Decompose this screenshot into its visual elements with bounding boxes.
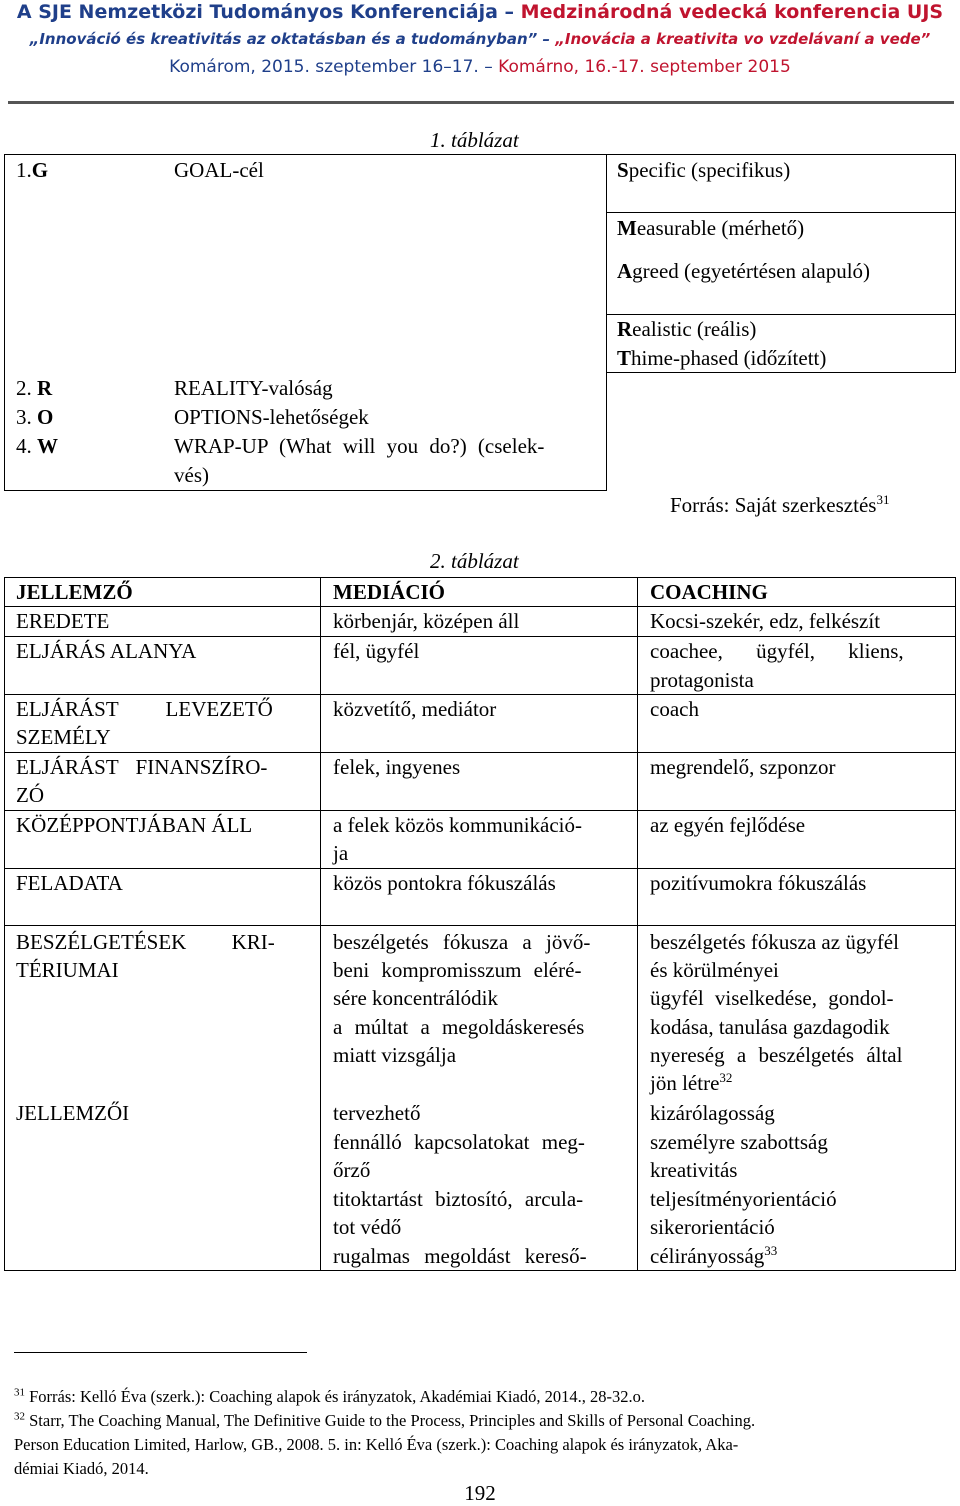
table1-border	[4, 154, 5, 491]
row-task-mediation: közös pontokra fókuszálás	[333, 871, 556, 895]
table2-border	[4, 925, 956, 926]
smart-specific: Specific (specifikus)	[617, 158, 791, 182]
criteria-label-2: TÉRIUMAI	[16, 958, 119, 982]
footnote-32: $^{32}$ Starr, The Coaching Manual, The Definitive Guide to the Process, Principles and Skills of Personal Coaching.	[14, 1410, 756, 1430]
row-funder-mediation: felek, ingyenes	[333, 755, 461, 779]
row-funder-label-2: ZÓ	[16, 783, 44, 807]
table2-border	[4, 577, 956, 578]
row-task-coaching: pozitívumokra fókuszálás	[650, 871, 867, 895]
row-conductor-label-2: SZEMÉLY	[16, 725, 111, 749]
row-focus-mediation-2: ja	[333, 841, 349, 865]
grow-step-goal: 1.G	[16, 158, 49, 182]
grow-step-wrapup-name-1: WRAP-UP (What will you do?) (cselek-	[174, 434, 545, 458]
criteria-mediation-5: miatt vizsgálja	[333, 1043, 457, 1067]
row-funder-label-1: ELJÁRÁST FINANSZÍRO-	[16, 755, 268, 779]
table1-caption: 1. táblázat	[430, 128, 519, 152]
table1-border	[606, 372, 956, 373]
traits-mediation-4: titoktartást biztosító, arcula-	[333, 1187, 584, 1211]
table1-source: Forrás: Saját szerkesztés$^{31}$	[670, 492, 890, 517]
grow-step-reality-name: REALITY-valóság	[174, 376, 333, 400]
smart-realistic: Realistic (reális)	[617, 317, 757, 341]
traits-coaching-3: kreativitás	[650, 1158, 738, 1182]
row-conductor-mediation: közvetítő, mediátor	[333, 697, 497, 721]
smart-measurable: Measurable (mérhető)	[617, 216, 805, 240]
traits-coaching-2: személyre szabottság	[650, 1130, 828, 1154]
footnote-rule	[14, 1352, 307, 1353]
row-task-label: FELADATA	[16, 871, 123, 895]
criteria-coaching-1: beszélgetés fókusza az ügyfél	[650, 930, 899, 954]
traits-mediation-2: fennálló kapcsolatokat meg-	[333, 1130, 585, 1154]
criteria-mediation-1: beszélgetés fókusza a jövő-	[333, 930, 591, 954]
footnote-31: $^{31}$ Forrás: Kelló Éva (szerk.): Coaching alapok és irányzatok, Akadémiai Kiadó, 2014., 28-32.o.	[14, 1386, 645, 1406]
row-conductor-label-1: ELJÁRÁST LEVEZETŐ	[16, 697, 273, 721]
criteria-coaching-3: ügyfél viselkedése, gondol-	[650, 986, 894, 1010]
table1-border	[606, 212, 956, 213]
grow-step-options-name: OPTIONS-lehetőségek	[174, 405, 369, 429]
row-funder-coaching: megrendelő, szponzor	[650, 755, 836, 779]
table2-border	[4, 577, 5, 1271]
header-line-1: A SJE Nemzetközi Tudományos Konferenciája – Medzinárodná vedecká konferencia UJS	[16, 1, 944, 23]
table2-border	[320, 577, 321, 1271]
row-origin-mediation: körbenjár, középen áll	[333, 609, 520, 633]
traits-coaching-4: teljesítményorientáció	[650, 1187, 837, 1211]
table1-border	[4, 490, 607, 491]
grow-step-goal-name: GOAL-cél	[174, 158, 264, 182]
grow-step-wrapup: 4. W	[16, 434, 58, 458]
criteria-mediation-2: beni kompromisszum eléré-	[333, 958, 582, 982]
row-subject-coaching-1: coachee, ügyfél, kliens,	[650, 639, 904, 663]
traits-mediation-6: rugalmas megoldást kereső-	[333, 1244, 587, 1268]
criteria-mediation-4: a múltat a megoldáskeresés	[333, 1015, 585, 1039]
table2-header-mediation: MEDIÁCIÓ	[333, 580, 446, 604]
traits-coaching-6: célirányosság$^{33}$	[650, 1243, 778, 1268]
row-origin-coaching: Kocsi-szekér, edz, felkészít	[650, 609, 881, 633]
row-focus-label: KÖZÉPPONTJÁBAN ÁLL	[16, 813, 253, 837]
table1-border	[955, 154, 956, 373]
criteria-label-1: BESZÉLGETÉSEK KRI-	[16, 930, 275, 954]
header-rule	[8, 101, 954, 104]
footnote-32-line-3: démiai Kiadó, 2014.	[14, 1459, 149, 1478]
row-focus-coaching: az egyén fejlődése	[650, 813, 806, 837]
grow-step-reality: 2. R	[16, 376, 53, 400]
smart-time-phased: Thime-phased (időzített)	[617, 346, 827, 370]
footnote-32-line-2: Person Education Limited, Harlow, GB., 2008. 5. in: Kelló Éva (szerk.): Coaching alapok és irányzatok, Aka-	[14, 1435, 739, 1454]
table2-border	[955, 577, 956, 1271]
criteria-coaching-2: és körülményei	[650, 958, 779, 982]
row-origin-label: EREDETE	[16, 609, 110, 633]
criteria-coaching-4: kodása, tanulása gazdagodik	[650, 1015, 890, 1039]
grow-step-wrapup-name-2: vés)	[174, 463, 209, 487]
traits-mediation-3: őrző	[333, 1158, 371, 1182]
row-subject-label: ELJÁRÁS ALANYA	[16, 639, 197, 663]
criteria-coaching-6: jön létre$^{32}$	[650, 1070, 733, 1095]
traits-label: JELLEMZŐI	[16, 1101, 130, 1125]
table2-caption: 2. táblázat	[430, 549, 519, 573]
page-number: 192	[464, 1481, 496, 1505]
table1-border	[4, 154, 956, 155]
criteria-coaching-5: nyereség a beszélgetés által	[650, 1043, 903, 1067]
table2-header-coaching: COACHING	[650, 580, 768, 604]
traits-coaching-5: sikerorientáció	[650, 1215, 775, 1239]
table2-border	[637, 577, 638, 1271]
table2-header-feature: JELLEMZŐ	[16, 580, 133, 604]
row-conductor-coaching: coach	[650, 697, 699, 721]
header-line-2: „Innováció és kreativitás az oktatásban és a tudományban” – „Inovácia a kreativita vo vzdelávaní a vede”	[29, 30, 931, 48]
criteria-mediation-3: sére koncentrálódik	[333, 986, 499, 1010]
header-line-3: Komárom, 2015. szeptember 16–17. – Komárno, 16.-17. september 2015	[169, 57, 791, 77]
table1-border	[606, 154, 607, 491]
row-focus-mediation-1: a felek közös kommunikáció-	[333, 813, 583, 837]
traits-mediation-1: tervezhető	[333, 1101, 421, 1125]
table2-border	[4, 1270, 956, 1271]
traits-mediation-5: tot védő	[333, 1215, 402, 1239]
row-subject-mediation: fél, ügyfél	[333, 639, 420, 663]
smart-agreed: Agreed (egyetértésen alapuló)	[617, 259, 871, 283]
grow-step-options: 3. O	[16, 405, 54, 429]
row-subject-coaching-2: protagonista	[650, 668, 754, 692]
traits-coaching-1: kizárólagosság	[650, 1101, 775, 1125]
